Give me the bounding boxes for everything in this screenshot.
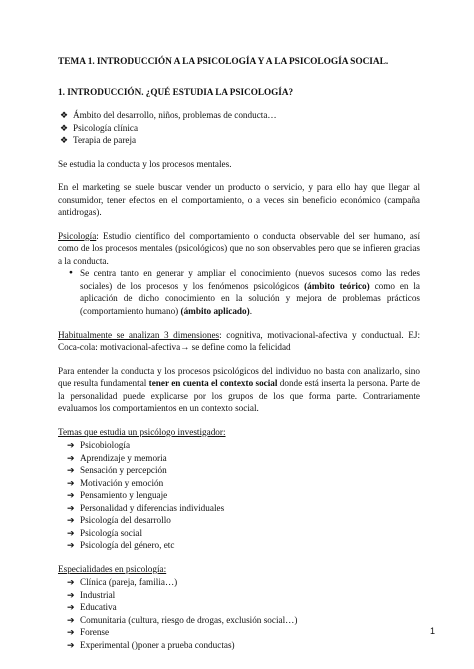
list-item: ➔ Aprendizaje y memoria: [67, 452, 167, 463]
term-dimensiones: Habitualmente se analizan 3 dimensiones: [58, 329, 220, 340]
arrow-bullet-icon: ➔: [67, 527, 75, 538]
list-item: ● Se centra tanto en generar y ampliar el conocimiento (nuevos sucesos como las redes sociales) de los procesos y los fenómenos psicológicos (ámbito teórico) como en la aplicación de dicho conocimiento en la solución y mejora de problemas prácticos (comportamiento humano) (ámbito aplicado).: [69, 268, 420, 316]
list-item: ➔ Sensación y percepción: [67, 465, 167, 476]
arrow-bullet-icon: ➔: [67, 639, 75, 650]
diamond-bullet-icon: ❖: [60, 110, 69, 121]
temas-heading: Temas que estudia un psicólogo investigador:: [58, 426, 226, 437]
list-item: ➔ Educativa: [67, 602, 117, 613]
arrow-bullet-icon: ➔: [67, 589, 75, 600]
paragraph-estudia: Se estudia la conducta y los procesos mentales.: [58, 158, 232, 169]
list-item: ➔ Forense: [67, 627, 110, 638]
list-item: ➔ Psicobiología: [67, 440, 131, 451]
paragraph-marketing: En el marketing se suele buscar vender un producto o servicio, y para ello hay que llegar al consumidor, tener efectos en el comportamiento, o a veces sin beneficio económico (campaña antidrogas).: [58, 182, 420, 218]
round-bullet-icon: ●: [69, 269, 73, 277]
arrow-bullet-icon: ➔: [67, 515, 75, 526]
arrow-bullet-icon: ➔: [67, 540, 75, 551]
arrow-bullet-icon: ➔: [67, 627, 75, 638]
list-item: ➔ Pensamiento y lenguaje: [67, 490, 168, 501]
arrow-bullet-icon: ➔: [67, 452, 75, 463]
arrow-bullet-icon: ➔: [67, 490, 75, 501]
diamond-bullet-icon: ❖: [60, 122, 69, 133]
diamond-bullet-icon: ❖: [60, 135, 69, 146]
temas-list: [66, 439, 420, 552]
list-item: ➔ Clínica (pareja, familia…): [67, 577, 178, 588]
bullet-list: [66, 267, 420, 317]
list-item: ➔ Motivación y emoción: [67, 477, 164, 488]
list-item: ❖ Terapia de pareja: [60, 135, 137, 146]
page-title: TEMA 1. INTRODUCCIÓN A LA PSICOLOGÍA Y A LA PSICOLOGÍA SOCIAL.: [58, 57, 389, 67]
diamond-list: [58, 109, 420, 147]
arrow-bullet-icon: ➔: [67, 502, 75, 513]
list-item: ➔ Comunitaria (cultura, riesgo de drogas, exclusión social…): [67, 614, 298, 625]
list-item: ➔ Experimental ()poner a prueba conductas): [67, 639, 235, 650]
arrow-bullet-icon: ➔: [67, 465, 75, 476]
especialidades-list: [66, 576, 420, 651]
section-heading: 1. INTRODUCCIÓN. ¿QUÉ ESTUDIA LA PSICOLOGÍA?: [58, 86, 294, 97]
arrow-bullet-icon: ➔: [67, 477, 75, 488]
page-number: 1: [430, 626, 436, 636]
list-item: ➔ Industrial: [67, 589, 116, 600]
paragraph-contexto: Para entender la conducta y los procesos psicológicos del individuo no basta con analizarlo, sino que resulta fundamental tener en cuenta el contexto social donde está inserta la persona. Parte de la personalidad puede explicarse por los grupos de los que forma parte. Contrariamente evaluamos los comportamientos en un contexto social.: [58, 365, 420, 414]
arrow-bullet-icon: ➔: [67, 602, 75, 613]
arrow-bullet-icon: ➔: [67, 577, 75, 588]
paragraph-dimensiones: Habitualmente se analizan 3 dimensiones: cognitiva, motivacional‑afectiva y conductual. EJ: Coca-cola: motivacional‑afectiva→ se define como la felicidad: [58, 329, 420, 353]
especialidades-heading: Especialidades en psicología:: [58, 563, 167, 574]
arrow-bullet-icon: ➔: [67, 614, 75, 625]
arrow-bullet-icon: ➔: [67, 440, 75, 451]
list-item: ❖ Psicología clínica: [60, 122, 139, 133]
page-content: [58, 56, 420, 662]
list-item: ➔ Psicología del género, etc: [67, 540, 175, 551]
list-item: ➔ Psicología del desarrollo: [67, 515, 171, 526]
list-item: ❖ Ámbito del desarrollo, niños, problemas de conducta…: [60, 110, 277, 121]
term-psicologia: Psicología: [58, 230, 97, 241]
list-item: ➔ Personalidad y diferencias individuales: [67, 502, 225, 513]
list-item: ➔ Psicología social: [67, 527, 143, 538]
paragraph-psicologia: Psicología: Estudio científico del comportamiento o conducta observable del ser humano, así como de los procesos mentales (psicológicos) que no son observables pero que se infieren gracias a la conducta.: [58, 230, 420, 266]
